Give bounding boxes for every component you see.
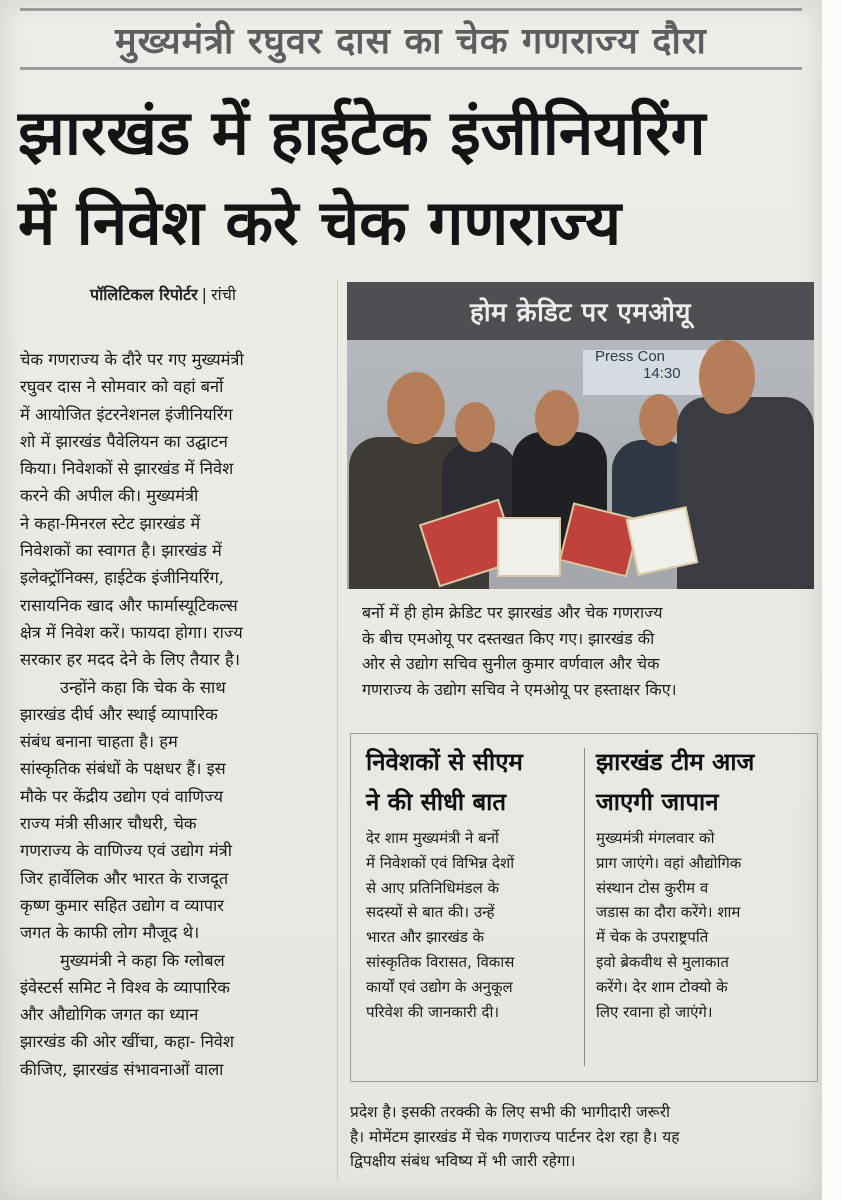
news-photo xyxy=(347,282,814,589)
headline-line-2: में निवेश करे चेक गणराज्य xyxy=(18,186,622,259)
sidebox-right-line: जडास का दौरा करेंगे। शाम xyxy=(596,903,741,922)
sidebox-left-line: भारत और झारखंड के xyxy=(366,928,485,947)
continuation-line: है। मोमेंटम झारखंड में चेक गणराज्य पार्टनर देश रहा है। यह xyxy=(350,1127,680,1146)
article-text-line: झारखंड की ओर खींचा, कहा- निवेश xyxy=(20,1032,235,1052)
sidebox-right-line: इवो ब्रेकवीथ से मुलाकात xyxy=(596,952,729,971)
article-text-line: इलेक्ट्रॉनिक्स, हाईटेक इंजीनियरिंग, xyxy=(20,568,225,588)
article-text-line: किया। निवेशकों से झारखंड में निवेश xyxy=(20,459,234,479)
sidebox-right-line: करेंगे। देर शाम टोक्यो के xyxy=(596,977,728,996)
sidebox-right-line: मुख्यमंत्री मंगलवार को xyxy=(596,829,715,847)
article-text-line: चेक गणराज्य के दौरे पर गए मुख्यमंत्री xyxy=(20,350,244,369)
sidebox-left-line: में निवेशकों एवं विभिन्न देशों xyxy=(366,853,515,872)
photo-banner: होम क्रेडिट पर एमओयू xyxy=(347,282,814,340)
article-text-line: शो में झारखंड पैवेलियन का उद्घाटन xyxy=(20,431,228,451)
sidebox-left-title-1: निवेशकों से सीएम xyxy=(366,748,523,776)
article-text-line: क्षेत्र में निवेश करें। फायदा होगा। राज्य xyxy=(20,622,243,642)
person-head xyxy=(455,402,495,452)
person-head xyxy=(639,394,679,446)
article-text-line: सांस्कृतिक संबंधों के पक्षधर हैं। इस xyxy=(20,759,226,779)
article-text-line: उन्होंने कहा कि चेक के साथ xyxy=(60,677,226,697)
byline-place: रांची xyxy=(211,285,237,304)
article-paragraph-2 xyxy=(20,674,330,947)
sidebox-right-line: प्राग जाएंगे। वहां औद्योगिक xyxy=(596,853,742,872)
sidebox-right-title-1: झारखंड टीम आज xyxy=(596,748,755,776)
photo-sign-line-2: 14:30 xyxy=(643,365,681,382)
caption-line: ओर से उद्योग सचिव सुनील कुमार वर्णवाल और चेक xyxy=(362,654,660,673)
article-text-line: ने कहा-मिनरल स्टेट झारखंड में xyxy=(20,513,201,533)
photo-sign-line-1: Press Con xyxy=(595,348,666,365)
photo-sign xyxy=(595,348,681,382)
signing-folder xyxy=(497,517,561,577)
article-text-line: कृष्ण कुमार सहित उद्योग व व्यापार xyxy=(20,895,224,915)
article-paragraph-1 xyxy=(20,346,330,674)
sidebox-left-line: देर शाम मुख्यमंत्री ने बर्नो xyxy=(366,829,499,847)
caption-line: गणराज्य के उद्योग सचिव ने एमओयू पर हस्ताक्षर किए। xyxy=(362,679,677,699)
article-text-line: करने की अपील की। मुख्यमंत्री xyxy=(20,486,199,506)
column-divider xyxy=(337,280,338,1180)
article-text-line: राज्य मंत्री सीआर चौधरी, चेक xyxy=(20,814,197,834)
caption-line: बर्नो में ही होम क्रेडिट पर झारखंड और चेक गणराज्य xyxy=(362,603,663,622)
article-paragraph-3 xyxy=(20,947,330,1083)
person-head xyxy=(535,390,579,446)
article-text-line: मौके पर केंद्रीय उद्योग एवं वाणिज्य xyxy=(20,786,224,806)
article-text-line: रघुवर दास ने सोमवार को वहां बर्नो xyxy=(20,377,224,397)
article-text-line: इंवेस्टर्स समिट ने विश्व के व्यापारिक xyxy=(20,977,230,997)
article-text-line: मुख्यमंत्री ने कहा कि ग्लोबल xyxy=(60,950,225,970)
page-edge xyxy=(822,0,842,1200)
person-head xyxy=(699,340,755,414)
sidebox-left-line: सांस्कृतिक विरासत, विकास xyxy=(366,952,515,971)
headline-line-1: झारखंड में हाईटेक इंजीनियरिंग xyxy=(18,96,706,169)
byline-author: पॉलिटिकल रिपोर्टर xyxy=(90,285,198,304)
article-text-line: सरकार हर मदद देने के लिए तैयार है। xyxy=(20,650,240,670)
caption-line: के बीच एमओयू पर दस्तखत किए गए। झारखंड की xyxy=(362,628,655,648)
sidebox-left-text xyxy=(366,826,514,1024)
article-text-line: जिर हार्वेलिक और भारत के राजदूत xyxy=(20,868,229,888)
article-text-line: संबंध बनाना चाहता है। हम xyxy=(20,732,178,752)
person-head xyxy=(387,372,445,444)
continuation-line: प्रदेश है। इसकी तरक्की के लिए सभी की भागीदारी जरूरी xyxy=(350,1103,671,1121)
sidebox-right-line: संस्थान टोस कुरीम व xyxy=(596,878,709,897)
article-text-line: और औद्योगिक जगत का ध्यान xyxy=(20,1005,199,1025)
article-text-line: गणराज्य के वाणिज्य एवं उद्योग मंत्री xyxy=(20,841,232,861)
sidebox-right-title-2: जाएगी जापान xyxy=(596,788,719,816)
article-continuation xyxy=(350,1100,816,1174)
sidebox-right-text xyxy=(596,826,741,1024)
sidebox-left-title-2: ने की सीधी बात xyxy=(366,788,507,816)
byline xyxy=(90,283,236,305)
sidebox-left-line: से आए प्रतिनिधिमंडल के xyxy=(366,878,500,897)
sidebox-left-line: परिवेश की जानकारी दी। xyxy=(366,1002,500,1021)
article-text-line: में आयोजित इंटरनेशनल इंजीनियरिंग xyxy=(20,404,233,424)
article-text-line: कीजिए, झारखंड संभावनाओं वाला xyxy=(20,1059,224,1079)
sidebox-right-line: लिए रवाना हो जाएंगे। xyxy=(596,1002,713,1021)
article-text-line: जगत के काफी लोग मौजूद थे। xyxy=(20,923,200,943)
article-text-line: झारखंड दीर्घ और स्थाई व्यापारिक xyxy=(20,704,218,724)
article-text-line: रासायनिक खाद और फार्मास्यूटिकल्स xyxy=(20,595,238,615)
sidebox-left-line: सदस्यों से बात की। उन्हें xyxy=(366,903,495,922)
sidebox-right-line: में चेक के उपराष्ट्रपति xyxy=(596,928,709,947)
byline-separator: | xyxy=(201,285,208,304)
kicker-headline: मुख्यमंत्री रघुवर दास का चेक गणराज्य दौरा xyxy=(20,8,802,70)
photo-caption xyxy=(362,600,818,702)
continuation-line: द्विपक्षीय संबंध भविष्य में भी जारी रहेगा। xyxy=(350,1152,576,1170)
article-body-column xyxy=(20,346,330,1083)
article-text-line: निवेशकों का स्वागत है। झारखंड में xyxy=(20,541,222,561)
sidebar-box-divider xyxy=(584,748,585,1066)
sidebox-left-line: कार्यों एवं उद्योग के अनुकूल xyxy=(366,977,513,996)
